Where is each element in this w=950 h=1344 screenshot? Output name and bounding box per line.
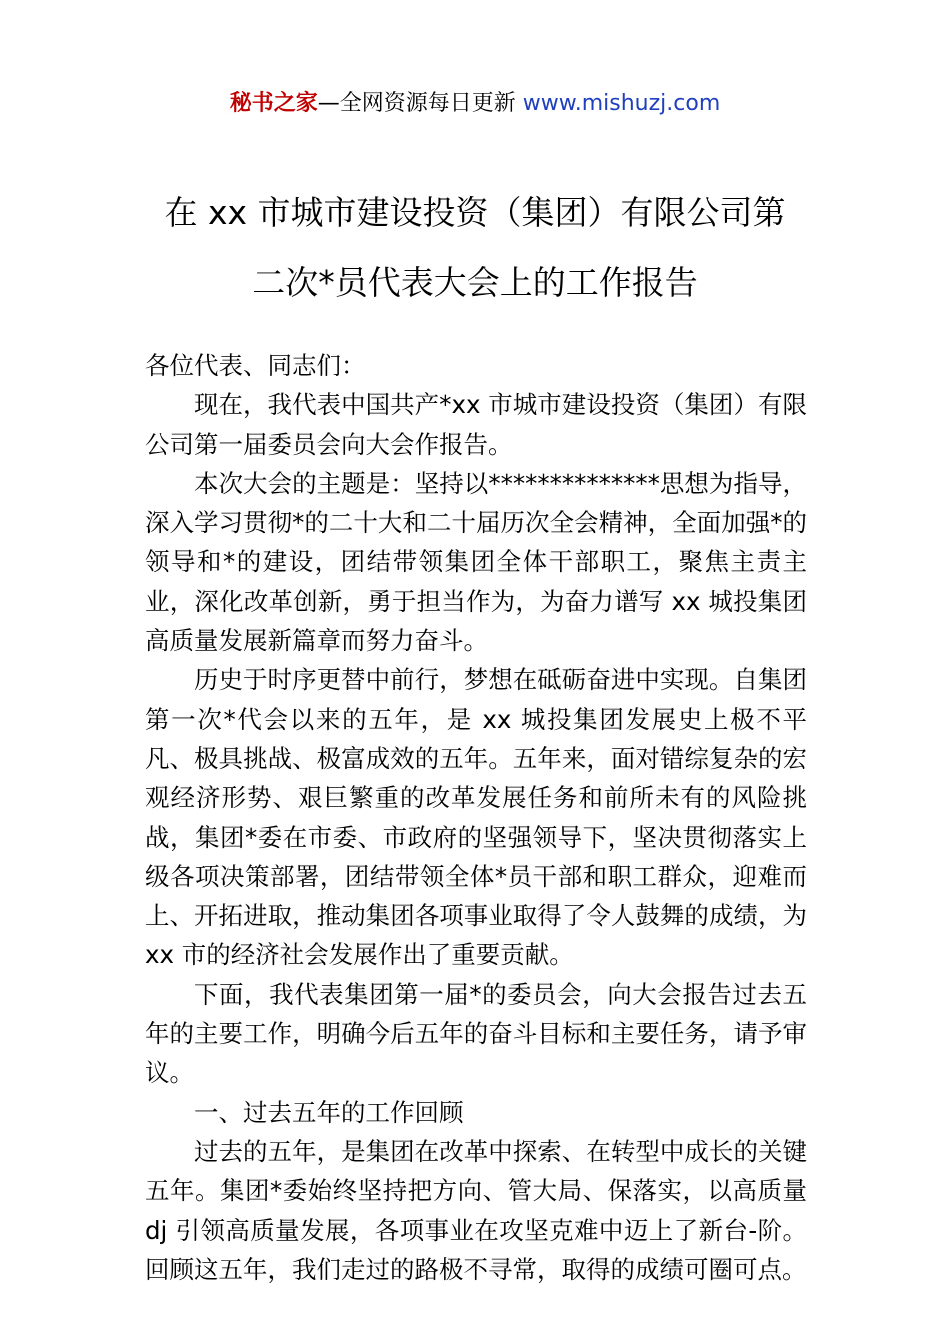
paragraph-report-outline: 下面，我代表集团第一届*的委员会，向大会报告过去五年的主要工作，明确今后五年的奋斗目标和主要任务，请予审议。 [145, 979, 807, 1088]
title-line-2: 二次*员代表大会上的工作报告 [252, 263, 698, 302]
site-url-link[interactable]: www.mishuzj.com [522, 91, 721, 116]
paragraph-section-review: 过去的五年，是集团在改革中探索、在转型中成长的关键五年。集团*委始终坚持把方向、管大局、保落实，以高质量 dj 引领高质量发展，各项事业在攻坚克难中迈上了新台-阶。回顾这五年，我们走过的路极不寻常，取得的成绩可圈可点。 [145, 1136, 807, 1284]
header-tagline: —全网资源每日更新 [317, 91, 523, 116]
document-title [100, 178, 850, 318]
salutation: 各位代表、同志们： [145, 351, 366, 380]
document-body [145, 346, 807, 1289]
section-heading: 一、过去五年的工作回顾 [194, 1097, 464, 1127]
brand-name: 秘书之家 [229, 91, 318, 116]
paragraph-theme: 本次大会的主题是：坚持以**************思想为指导，深入学习贯彻*的二十大和二十届历次全会精神，全面加强*的领导和*的建设，团结带领集团全体干部职工，聚焦主责主业，深化改革创新，勇于担当作为，为奋力谱写 xx 城投集团高质量发展新篇章而努力奋斗。 [145, 468, 807, 656]
paragraph-intro: 现在，我代表中国共产*xx 市城市建设投资（集团）有限公司第一届委员会向大会作报告。 [145, 390, 807, 459]
site-header [0, 88, 950, 120]
paragraph-history: 历史于时序更替中前行，梦想在砥砺奋进中实现。自集团第一次*代会以来的五年，是 xx 城投集团发展史上极不平凡、极具挑战、极富成效的五年。五年来，面对错综复杂的宏观经济形势、艰巨繁重的改革发展任务和前所未有的风险挑战，集团*委在市委、市政府的坚强领导下，坚决贯彻落实上级各项决策部署，团结带领全体*员干部和职工群众，迎难而上、开拓进取，推动集团各项事业取得了令人鼓舞的成绩，为 xx 市的经济社会发展作出了重要贡献。 [145, 665, 807, 970]
title-line-1: 在 xx 市城市建设投资（集团）有限公司第 [164, 193, 786, 232]
